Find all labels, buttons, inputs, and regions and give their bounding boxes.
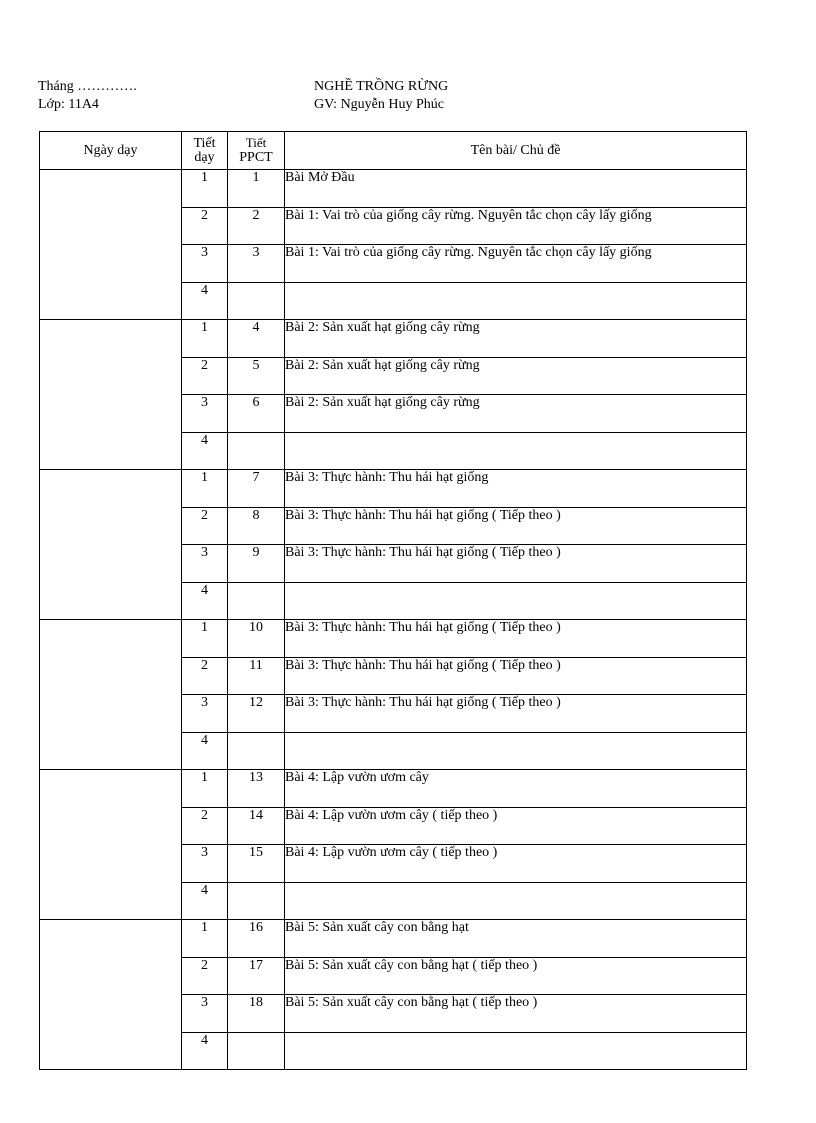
lesson-cell: Bài 1: Vai trò của giống cây rừng. Nguyên tắc chọn cây lấy giống: [285, 245, 747, 283]
period-cell: 3: [182, 845, 228, 883]
subject-title: NGHỀ TRỒNG RỪNG: [314, 79, 449, 94]
lesson-cell: Bài 5: Sản xuất cây con bằng hạt: [285, 920, 747, 958]
ppct-cell: 16: [228, 920, 285, 958]
ppct-cell: 9: [228, 545, 285, 583]
period-cell: 4: [182, 882, 228, 920]
period-cell: 1: [182, 470, 228, 508]
period-cell: 4: [182, 1032, 228, 1070]
lesson-cell: Bài 5: Sản xuất cây con bằng hạt ( tiếp theo ): [285, 995, 747, 1033]
ppct-cell: 14: [228, 807, 285, 845]
table-row: [40, 920, 747, 958]
ppct-cell: 12: [228, 695, 285, 733]
period-cell: 4: [182, 432, 228, 470]
lesson-cell: Bài 3: Thực hành: Thu hái hạt giống ( Tiếp theo ): [285, 545, 747, 583]
ppct-cell: 7: [228, 470, 285, 508]
lesson-cell: Bài 3: Thực hành: Thu hái hạt giống: [285, 470, 747, 508]
ppct-cell: 2: [228, 207, 285, 245]
period-cell: 4: [182, 582, 228, 620]
ppct-cell: 15: [228, 845, 285, 883]
lesson-cell: [285, 432, 747, 470]
date-cell: [40, 920, 182, 1070]
table-row: [40, 470, 747, 508]
ppct-cell: [228, 732, 285, 770]
table-row: [40, 170, 747, 208]
period-cell: 2: [182, 957, 228, 995]
period-cell: 2: [182, 507, 228, 545]
lesson-cell: Bài 2: Sản xuất hạt giống cây rừng: [285, 395, 747, 433]
period-cell: 1: [182, 170, 228, 208]
ppct-cell: 5: [228, 357, 285, 395]
lesson-cell: Bài 3: Thực hành: Thu hái hạt giống ( Tiếp theo ): [285, 620, 747, 658]
period-cell: 2: [182, 207, 228, 245]
col-header-date: Ngày dạy: [40, 132, 182, 170]
ppct-cell: 8: [228, 507, 285, 545]
lesson-cell: Bài 2: Sản xuất hạt giống cây rừng: [285, 320, 747, 358]
date-cell: [40, 770, 182, 920]
period-cell: 2: [182, 357, 228, 395]
lesson-cell: [285, 282, 747, 320]
date-cell: [40, 620, 182, 770]
ppct-cell: 13: [228, 770, 285, 808]
period-cell: 3: [182, 545, 228, 583]
lesson-cell: [285, 732, 747, 770]
lesson-cell: Bài 4: Lập vườn ươm cây ( tiếp theo ): [285, 845, 747, 883]
col-header-period: [182, 132, 228, 170]
table-header-row: [40, 132, 747, 170]
lesson-cell: Bài 4: Lập vườn ươm cây: [285, 770, 747, 808]
class-label: Lớp: 11A4: [38, 97, 99, 112]
date-cell: [40, 470, 182, 620]
date-cell: [40, 320, 182, 470]
lesson-cell: Bài 3: Thực hành: Thu hái hạt giống ( Tiếp theo ): [285, 507, 747, 545]
col-header-ppct-line1: Tiết: [245, 135, 267, 150]
ppct-cell: [228, 432, 285, 470]
col-header-ppct: [228, 132, 285, 170]
lesson-cell: [285, 1032, 747, 1070]
lesson-plan-table: [39, 131, 747, 1070]
period-cell: 3: [182, 395, 228, 433]
period-cell: 2: [182, 807, 228, 845]
date-cell: [40, 170, 182, 320]
lesson-cell: Bài 3: Thực hành: Thu hái hạt giống ( Tiếp theo ): [285, 695, 747, 733]
period-cell: 1: [182, 320, 228, 358]
table-row: [40, 320, 747, 358]
period-cell: 4: [182, 282, 228, 320]
lesson-cell: Bài 2: Sản xuất hạt giống cây rừng: [285, 357, 747, 395]
lesson-cell: [285, 582, 747, 620]
month-label: Tháng ………….: [38, 79, 137, 94]
ppct-cell: [228, 882, 285, 920]
lesson-cell: Bài Mở Đầu: [285, 170, 747, 208]
period-cell: 3: [182, 245, 228, 283]
col-header-ppct-line2: PPCT: [239, 150, 273, 165]
col-header-period-line2: dạy: [194, 149, 215, 165]
period-cell: 3: [182, 695, 228, 733]
ppct-cell: 17: [228, 957, 285, 995]
table-row: [40, 620, 747, 658]
lesson-cell: Bài 5: Sản xuất cây con bằng hạt ( tiếp theo ): [285, 957, 747, 995]
period-cell: 1: [182, 920, 228, 958]
lesson-cell: Bài 4: Lập vườn ươm cây ( tiếp theo ): [285, 807, 747, 845]
period-cell: 1: [182, 620, 228, 658]
period-cell: 4: [182, 732, 228, 770]
period-cell: 3: [182, 995, 228, 1033]
col-header-lesson-name: Tên bài/ Chủ đề: [285, 132, 747, 170]
period-cell: 2: [182, 657, 228, 695]
ppct-cell: [228, 282, 285, 320]
lesson-cell: [285, 882, 747, 920]
ppct-cell: 18: [228, 995, 285, 1033]
ppct-cell: 10: [228, 620, 285, 658]
ppct-cell: 11: [228, 657, 285, 695]
ppct-cell: 1: [228, 170, 285, 208]
table-row: [40, 770, 747, 808]
ppct-cell: 4: [228, 320, 285, 358]
col-header-period-line1: Tiết: [193, 135, 216, 151]
ppct-cell: [228, 1032, 285, 1070]
lesson-cell: Bài 3: Thực hành: Thu hái hạt giống ( Tiếp theo ): [285, 657, 747, 695]
period-cell: 1: [182, 770, 228, 808]
lesson-cell: Bài 1: Vai trò của giống cây rừng. Nguyên tắc chọn cây lấy giống: [285, 207, 747, 245]
ppct-cell: 3: [228, 245, 285, 283]
ppct-cell: 6: [228, 395, 285, 433]
ppct-cell: [228, 582, 285, 620]
teacher-label: GV: Nguyễn Huy Phúc: [314, 97, 445, 112]
